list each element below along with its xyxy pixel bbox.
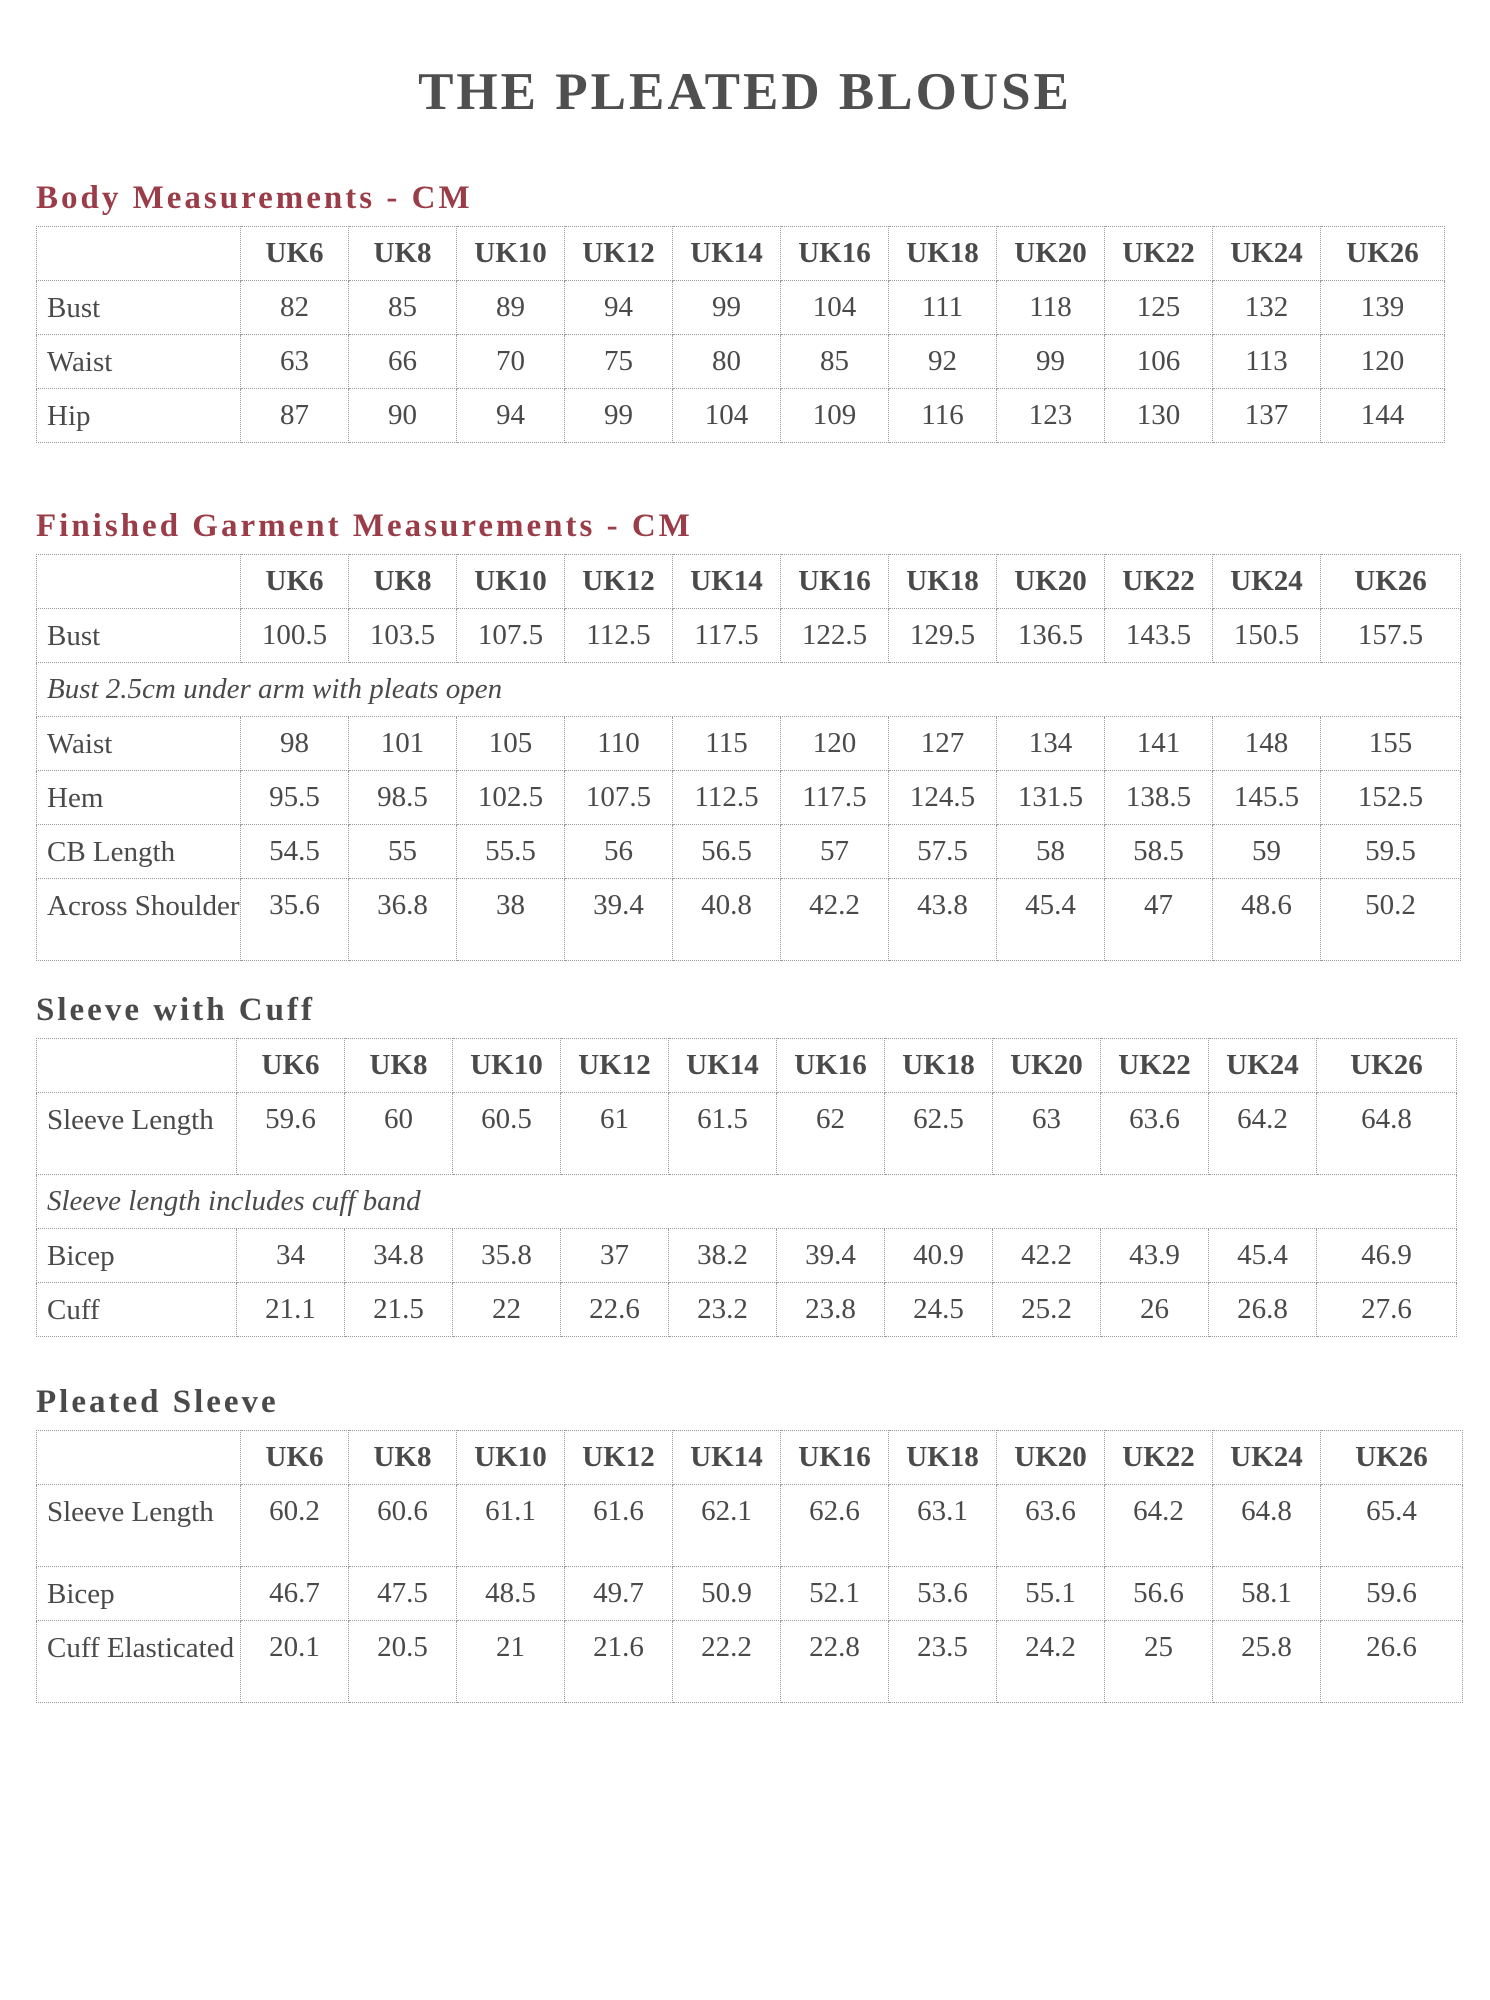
- value-cell: 62.1: [673, 1485, 781, 1567]
- value-cell: 24.5: [885, 1283, 993, 1337]
- value-cell: 112.5: [673, 771, 781, 825]
- size-header: UK26: [1321, 227, 1445, 281]
- value-cell: 40.9: [885, 1229, 993, 1283]
- value-cell: 64.8: [1213, 1485, 1321, 1567]
- value-cell: 55: [349, 825, 457, 879]
- value-cell: 100.5: [241, 609, 349, 663]
- value-cell: 124.5: [889, 771, 997, 825]
- value-cell: 87: [241, 389, 349, 443]
- value-cell: 38.2: [669, 1229, 777, 1283]
- size-header: UK26: [1317, 1039, 1457, 1093]
- size-header: UK24: [1213, 555, 1321, 609]
- value-cell: 61.5: [669, 1093, 777, 1175]
- value-cell: 60.6: [349, 1485, 457, 1567]
- value-cell: 64.8: [1317, 1093, 1457, 1175]
- value-cell: 137: [1213, 389, 1321, 443]
- value-cell: 21.5: [345, 1283, 453, 1337]
- value-cell: 65.4: [1321, 1485, 1463, 1567]
- value-cell: 95.5: [241, 771, 349, 825]
- value-cell: 60.5: [453, 1093, 561, 1175]
- value-cell: 112.5: [565, 609, 673, 663]
- body-measurements-section: [36, 178, 1445, 443]
- value-cell: 130: [1105, 389, 1213, 443]
- value-cell: 58.5: [1105, 825, 1213, 879]
- value-cell: 155: [1321, 717, 1461, 771]
- value-cell: 138.5: [1105, 771, 1213, 825]
- value-cell: 24.2: [997, 1621, 1105, 1703]
- note-row: [37, 663, 1461, 717]
- size-header: UK22: [1101, 1039, 1209, 1093]
- size-header: UK22: [1105, 555, 1213, 609]
- pleated-sleeve-section: [36, 1382, 1463, 1703]
- value-cell: 42.2: [781, 879, 889, 961]
- size-header: UK10: [457, 555, 565, 609]
- value-cell: 98.5: [349, 771, 457, 825]
- value-cell: 132: [1213, 281, 1321, 335]
- size-header: UK8: [345, 1039, 453, 1093]
- section-heading: Body Measurements - CM: [36, 180, 473, 216]
- row-label: Sleeve Length: [37, 1093, 237, 1175]
- value-cell: 85: [349, 281, 457, 335]
- value-cell: 39.4: [777, 1229, 885, 1283]
- size-header: UK18: [889, 1431, 997, 1485]
- value-cell: 23.2: [669, 1283, 777, 1337]
- size-header: UK14: [669, 1039, 777, 1093]
- size-header: UK12: [565, 1431, 673, 1485]
- value-cell: 127: [889, 717, 997, 771]
- value-cell: 101: [349, 717, 457, 771]
- value-cell: 104: [673, 389, 781, 443]
- value-cell: 90: [349, 389, 457, 443]
- row-label: Hem: [37, 771, 241, 825]
- value-cell: 118: [997, 281, 1105, 335]
- value-cell: 25.8: [1213, 1621, 1321, 1703]
- value-cell: 45.4: [997, 879, 1105, 961]
- size-header-row: [37, 555, 1461, 609]
- table-row: [37, 879, 1461, 961]
- table-row: [37, 335, 1445, 389]
- value-cell: 109: [781, 389, 889, 443]
- value-cell: 117.5: [673, 609, 781, 663]
- value-cell: 23.5: [889, 1621, 997, 1703]
- value-cell: 56.6: [1105, 1567, 1213, 1621]
- size-header: UK26: [1321, 555, 1461, 609]
- value-cell: 48.5: [457, 1567, 565, 1621]
- value-cell: 62: [777, 1093, 885, 1175]
- table-row: [37, 771, 1461, 825]
- value-cell: 49.7: [565, 1567, 673, 1621]
- table-row: [37, 1229, 1457, 1283]
- value-cell: 63.6: [997, 1485, 1105, 1567]
- value-cell: 56: [565, 825, 673, 879]
- table-row: [37, 1093, 1457, 1175]
- value-cell: 22.8: [781, 1621, 889, 1703]
- size-header: UK14: [673, 555, 781, 609]
- value-cell: 107.5: [565, 771, 673, 825]
- sleeve-with-cuff-table: [36, 1038, 1457, 1337]
- size-header: UK18: [889, 227, 997, 281]
- size-header: UK24: [1209, 1039, 1317, 1093]
- value-cell: 120: [1321, 335, 1445, 389]
- value-cell: 134: [997, 717, 1105, 771]
- value-cell: 120: [781, 717, 889, 771]
- value-cell: 103.5: [349, 609, 457, 663]
- value-cell: 105: [457, 717, 565, 771]
- table-row: [37, 281, 1445, 335]
- table-row: [37, 825, 1461, 879]
- size-header: UK10: [457, 227, 565, 281]
- value-cell: 123: [997, 389, 1105, 443]
- size-header-row: [37, 1431, 1463, 1485]
- value-cell: 25.2: [993, 1283, 1101, 1337]
- section-heading: Finished Garment Measurements - CM: [36, 508, 693, 544]
- size-header: UK24: [1213, 1431, 1321, 1485]
- value-cell: 110: [565, 717, 673, 771]
- size-header: UK16: [781, 227, 889, 281]
- value-cell: 21.6: [565, 1621, 673, 1703]
- size-header: UK18: [885, 1039, 993, 1093]
- value-cell: 34: [237, 1229, 345, 1283]
- value-cell: 106: [1105, 335, 1213, 389]
- size-header: UK24: [1213, 227, 1321, 281]
- size-header-row: [37, 1039, 1457, 1093]
- table-note: Sleeve length includes cuff band: [37, 1175, 1457, 1229]
- value-cell: 145.5: [1213, 771, 1321, 825]
- value-cell: 116: [889, 389, 997, 443]
- value-cell: 39.4: [565, 879, 673, 961]
- value-cell: 40.8: [673, 879, 781, 961]
- row-label: Across Shoulder: [37, 879, 241, 961]
- size-header: UK20: [997, 1431, 1105, 1485]
- row-label: Waist: [37, 717, 241, 771]
- value-cell: 61.6: [565, 1485, 673, 1567]
- value-cell: 136.5: [997, 609, 1105, 663]
- size-header: UK20: [993, 1039, 1101, 1093]
- size-header: UK14: [673, 227, 781, 281]
- value-cell: 115: [673, 717, 781, 771]
- value-cell: 59.5: [1321, 825, 1461, 879]
- note-row: [37, 1175, 1457, 1229]
- table-row: [37, 609, 1461, 663]
- value-cell: 94: [565, 281, 673, 335]
- value-cell: 117.5: [781, 771, 889, 825]
- sleeve-with-cuff-section: [36, 990, 1457, 1337]
- row-label: Hip: [37, 389, 241, 443]
- value-cell: 26: [1101, 1283, 1209, 1337]
- value-cell: 64.2: [1209, 1093, 1317, 1175]
- value-cell: 70: [457, 335, 565, 389]
- value-cell: 59.6: [1321, 1567, 1463, 1621]
- value-cell: 63: [993, 1093, 1101, 1175]
- value-cell: 129.5: [889, 609, 997, 663]
- value-cell: 144: [1321, 389, 1445, 443]
- value-cell: 21.1: [237, 1283, 345, 1337]
- value-cell: 36.8: [349, 879, 457, 961]
- value-cell: 66: [349, 335, 457, 389]
- value-cell: 60: [345, 1093, 453, 1175]
- table-row: [37, 1485, 1463, 1567]
- size-header: UK6: [241, 1431, 349, 1485]
- section-heading: Pleated Sleeve: [36, 1384, 279, 1420]
- value-cell: 50.2: [1321, 879, 1461, 961]
- table-row: [37, 1283, 1457, 1337]
- size-header: UK18: [889, 555, 997, 609]
- value-cell: 59.6: [237, 1093, 345, 1175]
- size-header: UK10: [457, 1431, 565, 1485]
- value-cell: 56.5: [673, 825, 781, 879]
- size-header: UK16: [781, 555, 889, 609]
- table-note: Bust 2.5cm under arm with pleats open: [37, 663, 1461, 717]
- value-cell: 43.8: [889, 879, 997, 961]
- value-cell: 157.5: [1321, 609, 1461, 663]
- corner-cell: [37, 555, 241, 609]
- size-header: UK6: [237, 1039, 345, 1093]
- value-cell: 38: [457, 879, 565, 961]
- value-cell: 141: [1105, 717, 1213, 771]
- value-cell: 26.8: [1209, 1283, 1317, 1337]
- row-label: Bust: [37, 281, 241, 335]
- value-cell: 22.2: [673, 1621, 781, 1703]
- value-cell: 43.9: [1101, 1229, 1209, 1283]
- table-row: [37, 1567, 1463, 1621]
- row-label: Bicep: [37, 1229, 237, 1283]
- value-cell: 99: [565, 389, 673, 443]
- value-cell: 61: [561, 1093, 669, 1175]
- value-cell: 139: [1321, 281, 1445, 335]
- value-cell: 47.5: [349, 1567, 457, 1621]
- size-header: UK12: [565, 555, 673, 609]
- value-cell: 113: [1213, 335, 1321, 389]
- size-header: UK16: [777, 1039, 885, 1093]
- value-cell: 111: [889, 281, 997, 335]
- value-cell: 22: [453, 1283, 561, 1337]
- body-measurements-table: [36, 226, 1445, 443]
- value-cell: 99: [673, 281, 781, 335]
- value-cell: 122.5: [781, 609, 889, 663]
- size-header: UK8: [349, 1431, 457, 1485]
- value-cell: 143.5: [1105, 609, 1213, 663]
- value-cell: 25: [1105, 1621, 1213, 1703]
- finished-garment-table: [36, 554, 1461, 961]
- value-cell: 75: [565, 335, 673, 389]
- value-cell: 89: [457, 281, 565, 335]
- value-cell: 46.7: [241, 1567, 349, 1621]
- value-cell: 55.5: [457, 825, 565, 879]
- value-cell: 148: [1213, 717, 1321, 771]
- value-cell: 85: [781, 335, 889, 389]
- value-cell: 60.2: [241, 1485, 349, 1567]
- size-header: UK12: [565, 227, 673, 281]
- value-cell: 57.5: [889, 825, 997, 879]
- value-cell: 47: [1105, 879, 1213, 961]
- size-header: UK8: [349, 227, 457, 281]
- value-cell: 61.1: [457, 1485, 565, 1567]
- row-label: CB Length: [37, 825, 241, 879]
- value-cell: 59: [1213, 825, 1321, 879]
- value-cell: 82: [241, 281, 349, 335]
- value-cell: 80: [673, 335, 781, 389]
- value-cell: 21: [457, 1621, 565, 1703]
- value-cell: 63.1: [889, 1485, 997, 1567]
- finished-garment-section: [36, 506, 1461, 961]
- row-label: Bust: [37, 609, 241, 663]
- size-header: UK6: [241, 555, 349, 609]
- value-cell: 20.1: [241, 1621, 349, 1703]
- table-row: [37, 717, 1461, 771]
- value-cell: 150.5: [1213, 609, 1321, 663]
- size-header: UK10: [453, 1039, 561, 1093]
- size-header: UK20: [997, 227, 1105, 281]
- value-cell: 99: [997, 335, 1105, 389]
- size-header: UK22: [1105, 227, 1213, 281]
- value-cell: 57: [781, 825, 889, 879]
- value-cell: 45.4: [1209, 1229, 1317, 1283]
- size-header: UK16: [781, 1431, 889, 1485]
- section-heading: Sleeve with Cuff: [36, 992, 315, 1028]
- value-cell: 50.9: [673, 1567, 781, 1621]
- size-header: UK14: [673, 1431, 781, 1485]
- value-cell: 58: [997, 825, 1105, 879]
- value-cell: 48.6: [1213, 879, 1321, 961]
- size-header: UK8: [349, 555, 457, 609]
- row-label: Cuff Elasticated: [37, 1621, 241, 1703]
- value-cell: 22.6: [561, 1283, 669, 1337]
- value-cell: 62.6: [781, 1485, 889, 1567]
- value-cell: 46.9: [1317, 1229, 1457, 1283]
- row-label: Waist: [37, 335, 241, 389]
- value-cell: 98: [241, 717, 349, 771]
- value-cell: 102.5: [457, 771, 565, 825]
- corner-cell: [37, 1039, 237, 1093]
- value-cell: 64.2: [1105, 1485, 1213, 1567]
- value-cell: 125: [1105, 281, 1213, 335]
- size-header-row: [37, 227, 1445, 281]
- row-label: Cuff: [37, 1283, 237, 1337]
- value-cell: 27.6: [1317, 1283, 1457, 1337]
- table-row: [37, 389, 1445, 443]
- value-cell: 63: [241, 335, 349, 389]
- size-header: UK20: [997, 555, 1105, 609]
- value-cell: 52.1: [781, 1567, 889, 1621]
- size-header: UK12: [561, 1039, 669, 1093]
- value-cell: 63.6: [1101, 1093, 1209, 1175]
- value-cell: 20.5: [349, 1621, 457, 1703]
- value-cell: 92: [889, 335, 997, 389]
- value-cell: 34.8: [345, 1229, 453, 1283]
- value-cell: 55.1: [997, 1567, 1105, 1621]
- value-cell: 104: [781, 281, 889, 335]
- value-cell: 23.8: [777, 1283, 885, 1337]
- value-cell: 152.5: [1321, 771, 1461, 825]
- value-cell: 35.8: [453, 1229, 561, 1283]
- row-label: Sleeve Length: [37, 1485, 241, 1567]
- value-cell: 53.6: [889, 1567, 997, 1621]
- value-cell: 131.5: [997, 771, 1105, 825]
- value-cell: 94: [457, 389, 565, 443]
- table-row: [37, 1621, 1463, 1703]
- value-cell: 37: [561, 1229, 669, 1283]
- size-header: UK6: [241, 227, 349, 281]
- value-cell: 107.5: [457, 609, 565, 663]
- row-label: Bicep: [37, 1567, 241, 1621]
- value-cell: 42.2: [993, 1229, 1101, 1283]
- value-cell: 35.6: [241, 879, 349, 961]
- value-cell: 58.1: [1213, 1567, 1321, 1621]
- size-header: UK26: [1321, 1431, 1463, 1485]
- corner-cell: [37, 1431, 241, 1485]
- corner-cell: [37, 227, 241, 281]
- value-cell: 26.6: [1321, 1621, 1463, 1703]
- value-cell: 54.5: [241, 825, 349, 879]
- pleated-sleeve-table: [36, 1430, 1463, 1703]
- size-header: UK22: [1105, 1431, 1213, 1485]
- page-title: THE PLEATED BLOUSE: [418, 63, 1072, 121]
- value-cell: 62.5: [885, 1093, 993, 1175]
